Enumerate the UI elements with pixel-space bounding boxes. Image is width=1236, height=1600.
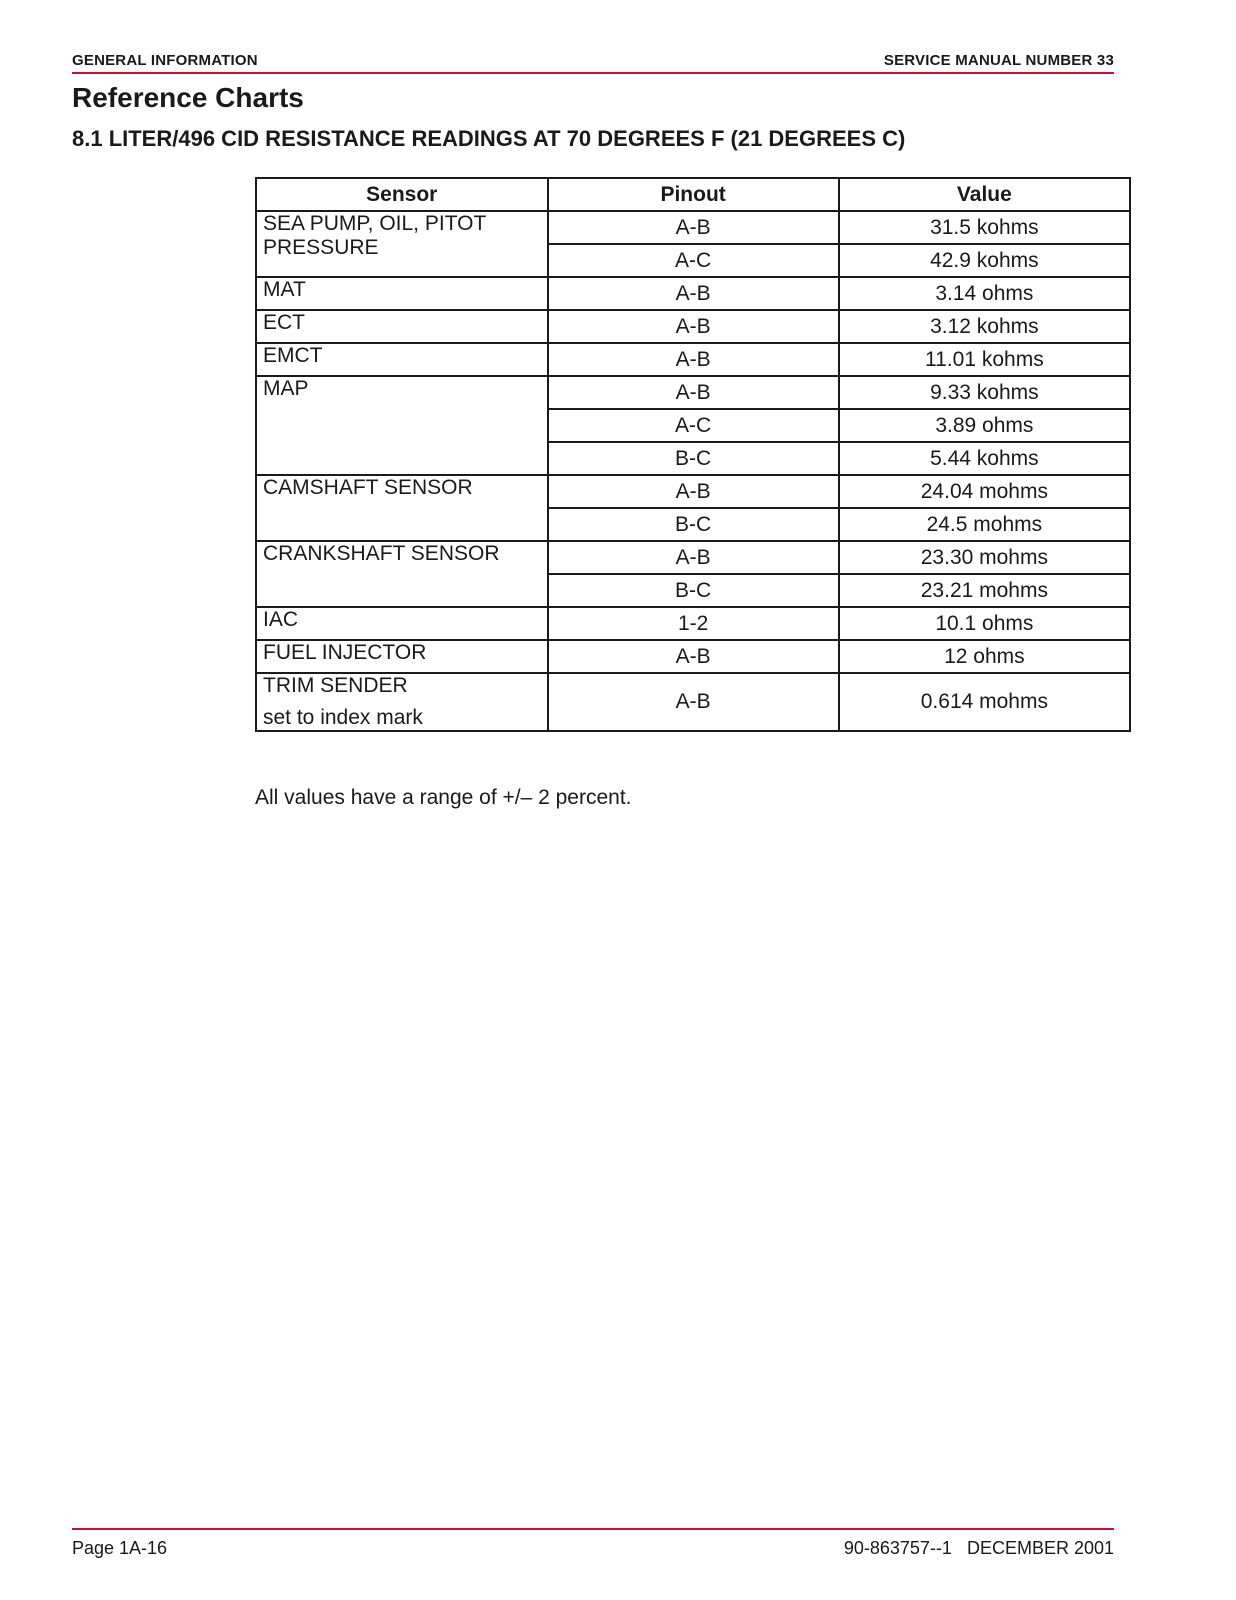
header-rule: [72, 72, 1114, 74]
table-header-row: [256, 178, 1130, 211]
table-footnote: All values have a range of +/– 2 percent.: [255, 786, 632, 809]
table-row: [256, 475, 1130, 508]
value-cell: 3.89 ohms: [839, 409, 1130, 442]
pinout-cell: A-B: [548, 277, 839, 310]
table-row: [256, 310, 1130, 343]
sensor-cell: [256, 673, 548, 731]
page-number: Page 1A-16: [72, 1538, 168, 1558]
document-number-date: 90-863757--1 DECEMBER 2001: [843, 1538, 1114, 1558]
pinout-cell: A-B: [548, 475, 839, 508]
pinout-cell: A-B: [548, 376, 839, 409]
footer-rule: [72, 1528, 1114, 1530]
value-cell: 24.04 mohms: [839, 475, 1130, 508]
header-section-label: GENERAL INFORMATION: [72, 52, 258, 69]
resistance-table: [255, 177, 1131, 732]
value-cell: 23.21 mohms: [839, 574, 1130, 607]
sensor-cell: IAC: [256, 607, 548, 640]
pinout-cell: A-B: [548, 310, 839, 343]
table-row: [256, 541, 1130, 574]
column-header-sensor: Sensor: [256, 178, 548, 211]
column-header-value: Value: [839, 178, 1130, 211]
table-row: [256, 277, 1130, 310]
sensor-cell: CRANKSHAFT SENSOR: [256, 541, 548, 607]
value-cell: 42.9 kohms: [839, 244, 1130, 277]
pinout-cell: A-B: [548, 673, 839, 731]
chart-title: 8.1 LITER/496 CID RESISTANCE READINGS AT 70 DEGREES F (21 DEGREES C): [72, 126, 906, 151]
sensor-cell: FUEL INJECTOR: [256, 640, 548, 673]
value-cell: 12 ohms: [839, 640, 1130, 673]
value-cell: 24.5 mohms: [839, 508, 1130, 541]
pinout-cell: B-C: [548, 508, 839, 541]
page-title: Reference Charts: [72, 82, 304, 113]
pinout-cell: A-B: [548, 541, 839, 574]
value-cell: 3.14 ohms: [839, 277, 1130, 310]
table-row: [256, 211, 1130, 244]
value-cell: 11.01 kohms: [839, 343, 1130, 376]
sensor-cell: EMCT: [256, 343, 548, 376]
pinout-cell: A-B: [548, 343, 839, 376]
value-cell: 5.44 kohms: [839, 442, 1130, 475]
column-header-pinout: Pinout: [548, 178, 839, 211]
table-row: [256, 640, 1130, 673]
header-manual-number: SERVICE MANUAL NUMBER 33: [883, 52, 1114, 69]
sensor-cell: MAP: [256, 376, 548, 475]
table-row: [256, 376, 1130, 409]
table-row: [256, 607, 1130, 640]
sensor-cell: ECT: [256, 310, 548, 343]
value-cell: 9.33 kohms: [839, 376, 1130, 409]
pinout-cell: B-C: [548, 442, 839, 475]
value-cell: 31.5 kohms: [839, 211, 1130, 244]
value-cell: 10.1 ohms: [839, 607, 1130, 640]
pinout-cell: A-B: [548, 211, 839, 244]
pinout-cell: A-C: [548, 244, 839, 277]
sensor-cell: MAT: [256, 277, 548, 310]
sensor-cell: CAMSHAFT SENSOR: [256, 475, 548, 541]
value-cell: 3.12 kohms: [839, 310, 1130, 343]
pinout-cell: A-C: [548, 409, 839, 442]
table-row: [256, 343, 1130, 376]
sensor-cell: SEA PUMP, OIL, PITOT PRESSURE: [256, 211, 548, 277]
table-row: [256, 673, 1130, 731]
pinout-cell: 1-2: [548, 607, 839, 640]
pinout-cell: A-B: [548, 640, 839, 673]
pinout-cell: B-C: [548, 574, 839, 607]
value-cell: 23.30 mohms: [839, 541, 1130, 574]
value-cell: 0.614 mohms: [839, 673, 1130, 731]
sensor-note: set to index mark: [263, 706, 423, 729]
sensor-name: TRIM SENDER: [263, 674, 408, 697]
